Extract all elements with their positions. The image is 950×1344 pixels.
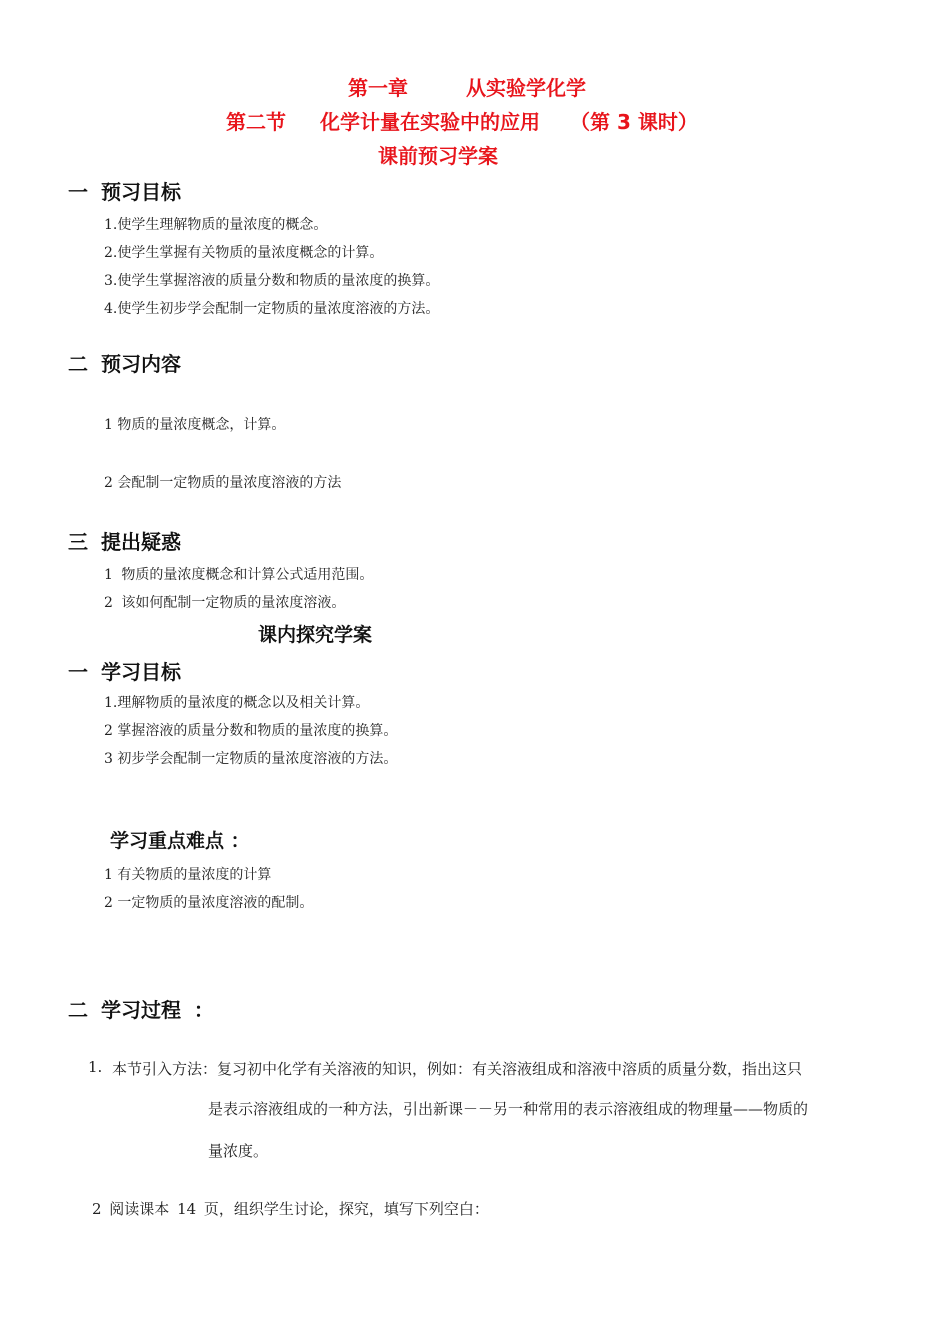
page-subtitle: 课前预习学案 — [378, 144, 498, 168]
chapter-title: 从实验学化学 — [466, 76, 586, 100]
process-item-text: 本节引入方法：复习初中化学有关溶液的知识，例如：有关溶液组成和溶液中溶质的质量分数，指出这只 — [112, 1060, 803, 1078]
preview-goals-heading: 一 预习目标 — [68, 180, 181, 204]
questions-heading: 三 提出疑惑 — [68, 530, 181, 554]
key-points-heading: 学习重点难点 ： — [110, 830, 250, 852]
preview-goal-item: 3.使学生掌握溶液的质量分数和物质的量浓度的换算。 — [104, 273, 440, 289]
preview-goal-item: 2.使学生掌握有关物质的量浓度概念的计算。 — [104, 245, 384, 261]
question-item: 2 该如何配制一定物质的量浓度溶液。 — [104, 595, 346, 611]
inclass-goal-item: 1.理解物质的量浓度的概念以及相关计算。 — [104, 695, 370, 711]
process-item-text: 量浓度。 — [208, 1142, 269, 1160]
inclass-goal-item: 2 掌握溶液的质量分数和物质的量浓度的换算。 — [104, 723, 398, 739]
preview-goal-item: 1.使学生理解物质的量浓度的概念。 — [104, 217, 328, 233]
section-number: 第二节 — [226, 110, 286, 134]
preview-goal-item: 4.使学生初步学会配制一定物质的量浓度溶液的方法。 — [104, 301, 440, 317]
chapter-heading — [348, 72, 586, 101]
inclass-goal-item: 3 初步学会配制一定物质的量浓度溶液的方法。 — [104, 751, 398, 767]
process-item-text: 2 阅读课本 14 页，组织学生讨论，探究，填写下列空白： — [92, 1200, 489, 1218]
inclass-goals-heading: 一 学习目标 — [68, 660, 181, 684]
preview-content-item: 2 会配制一定物质的量浓度溶液的方法 — [104, 475, 342, 491]
process-item-text: 是表示溶液组成的一种方法，引出新课－－另一种常用的表示溶液组成的物理量——物质的 — [208, 1100, 809, 1118]
process-heading: 二 学习过程 ： — [68, 998, 214, 1022]
section-title: 化学计量在实验中的应用 — [320, 110, 540, 134]
question-item: 1 物质的量浓度概念和计算公式适用范围。 — [104, 567, 374, 583]
section-heading — [226, 106, 698, 135]
preview-content-item: 1 物质的量浓度概念，计算。 — [104, 417, 286, 433]
key-point-item: 1 有关物质的量浓度的计算 — [104, 867, 272, 883]
key-point-item: 2 一定物质的量浓度溶液的配制。 — [104, 895, 314, 911]
chapter-number: 第一章 — [348, 76, 408, 100]
inclass-title: 课内探究学案 — [258, 624, 373, 646]
lesson-label: （第 3 课时） — [570, 110, 698, 134]
preview-content-heading: 二 预习内容 — [68, 352, 181, 376]
process-item-number: 1. — [88, 1058, 103, 1076]
